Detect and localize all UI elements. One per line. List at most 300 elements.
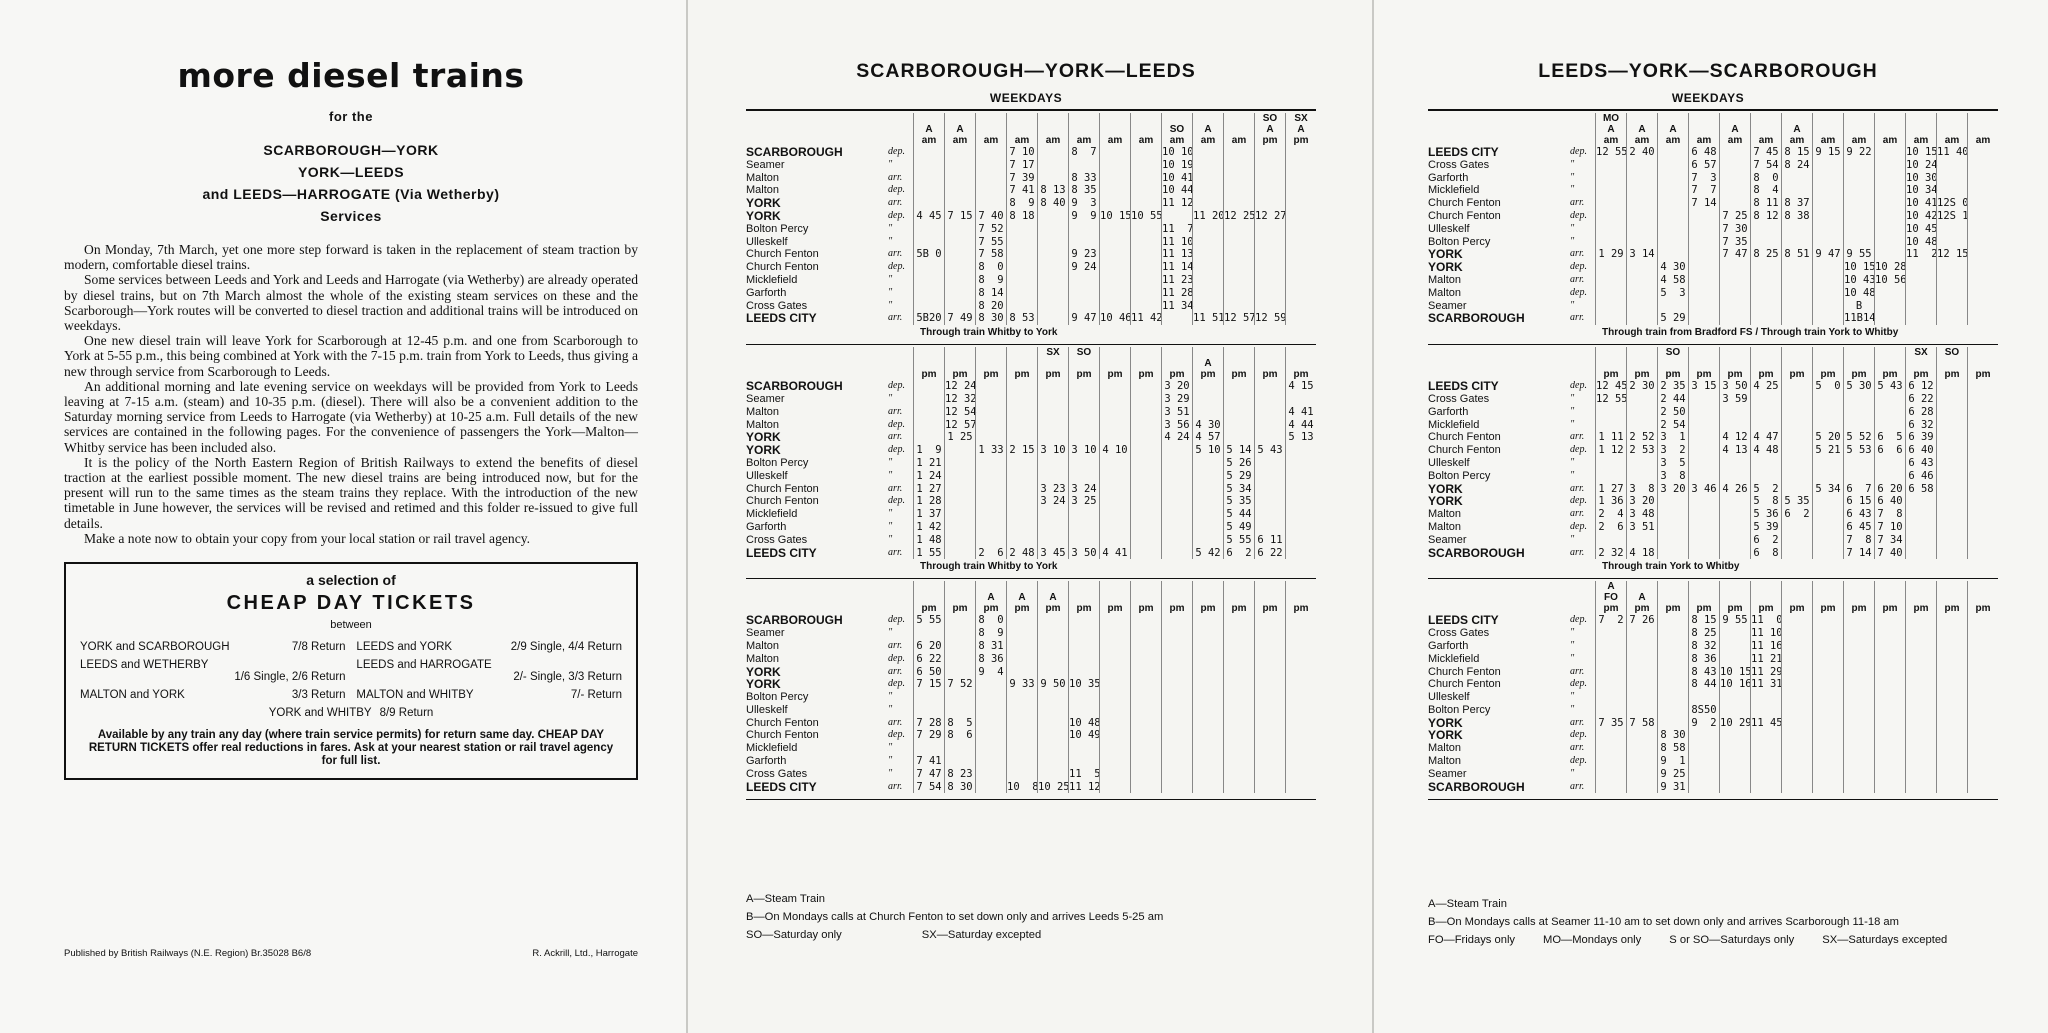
table-row [1428,159,1998,172]
station-name: Malton [746,184,780,197]
time-cell [1936,261,1967,274]
time-cells [1595,640,1998,653]
time-cell: 2 32 [1595,547,1626,560]
time-cell [1037,274,1068,287]
table-row [1428,287,1998,300]
header-cells [913,113,1316,146]
header-code [1224,347,1254,358]
time-cell [1750,393,1781,406]
time-cell [1626,172,1657,185]
header-code [1627,581,1657,592]
header-code: SX [1294,113,1308,124]
time-cells [913,755,1316,768]
arr-dep: dep. [1570,520,1587,532]
header-code: A [1204,358,1212,370]
time-cell [1223,614,1254,627]
header-code [1968,124,1998,135]
time-cell [1657,197,1688,210]
time-cell [1812,300,1843,313]
time-cell: 6 40 [1905,444,1936,457]
time-cell [913,236,944,249]
station-name: Cross Gates [1428,627,1490,640]
time-cell [1254,457,1285,470]
header-code [1968,358,1998,369]
table-row [1428,614,1998,627]
note-pair [1428,931,1947,949]
station-name: Bolton Percy [1428,469,1491,482]
time-cell [1905,614,1936,627]
time-cell [1688,236,1719,249]
header-code [1627,113,1657,124]
service-line-3: and LEEDS—HARROGATE (Via Wetherby) [202,186,500,202]
time-cell: 6 58 [1905,483,1936,496]
time-cell [944,547,975,560]
time-cell: 12 24 [945,380,977,393]
header-code: am [983,135,999,146]
time-cell: 2 30 [1626,380,1657,393]
header-code [1224,581,1254,592]
time-cell: 4 25 [1750,380,1781,393]
time-cell [1130,197,1161,210]
station-name: Church Fenton [1428,678,1501,691]
time-cell [1006,274,1037,287]
time-cell: 5 2 [1750,483,1781,496]
time-cell: 1 27 [1595,483,1626,496]
time-cell [1099,768,1130,781]
time-cell [1967,678,1998,691]
fare-route: LEEDS and WETHERBY [80,659,209,672]
header-code [1968,581,1998,592]
time-cell [1967,300,1998,313]
time-cell [1905,274,1936,287]
time-cell: 10 25 [1038,780,1070,793]
time-cell [1068,274,1099,287]
time-cell [1099,146,1130,159]
time-cell [1626,704,1657,717]
time-cell [1130,640,1161,653]
time-cell [1254,614,1285,627]
time-cell [1657,236,1688,249]
time-cell: 2 44 [1657,393,1688,406]
time-cell [1192,248,1223,261]
time-cell [944,444,975,457]
time-cell [1967,717,1998,730]
time-cell [1192,691,1223,704]
time-cell [1192,534,1223,547]
time-cell [1192,261,1223,274]
header-code [945,592,975,603]
fare-price: 8/9 Return [379,707,434,720]
time-cells [913,781,1316,794]
time-cell [913,419,944,432]
time-cell [1192,146,1223,159]
time-cell: 11 10 [1751,627,1783,640]
time-cell [1595,678,1626,691]
header-code: pm [1634,603,1650,615]
station-name: Cross Gates [1428,392,1490,405]
time-cell [1161,508,1192,521]
time-cell [1099,406,1130,419]
time-cell: 10 28 [1875,261,1907,274]
time-cell [1223,781,1254,794]
time-cell [1657,666,1688,679]
table-row [1428,640,1998,653]
time-cell [944,640,975,653]
time-cells [1595,146,1998,159]
column-header [1006,347,1037,380]
column-header [1781,347,1812,380]
fare-row [80,641,622,653]
time-cell [1006,236,1037,249]
time-cell: 2 48 [1006,547,1037,560]
time-cell [1967,508,1998,521]
time-cell [1192,184,1223,197]
note-so: SO—Saturday only [746,929,842,941]
time-cell [975,755,1006,768]
time-cell [1657,300,1688,313]
time-cell [1130,470,1161,483]
time-cell: 3 45 [1037,547,1068,560]
header-code [1658,581,1688,592]
time-cell [1099,781,1130,794]
time-cell: 11 2 [1906,248,1938,261]
time-cell: 7 25 [1719,210,1750,223]
arr-dep: " [888,742,893,754]
time-cell: 7 29 [913,729,944,742]
time-cells [1595,380,1998,393]
station-name: LEEDS CITY [1428,146,1499,159]
time-cell: 12S 1 [1937,209,1969,222]
station-name: Garforth [746,286,787,299]
time-cell [1657,704,1688,717]
time-cell [1254,691,1285,704]
time-cell [975,678,1006,691]
time-cell [975,457,1006,470]
time-cell [1967,287,1998,300]
time-cell: 11 21 [1751,652,1783,665]
column-header [1688,581,1719,614]
table-row [746,197,1316,210]
header-code: pm [1913,603,1929,615]
column-header [1254,581,1285,614]
table-row [1428,146,1998,159]
station-name: Church Fenton [746,261,819,274]
header-code [1844,358,1874,369]
time-cell: 5 35 [1223,495,1254,508]
header-code [1689,347,1719,358]
time-cell [1285,312,1316,325]
time-cell [1068,742,1099,755]
time-cell [1657,248,1688,261]
time-cell: 9 3 [1068,197,1099,210]
header-code [1100,581,1130,592]
header-code: pm [1789,369,1805,381]
header-code [1162,592,1192,603]
time-cell [913,300,944,313]
time-cell [1130,236,1161,249]
time-cell: 7 41 [913,755,944,768]
header-code: A [987,592,995,604]
arr-dep: " [888,691,893,703]
station-name: YORK [746,209,781,223]
time-cell [1285,274,1316,287]
time-cell: 8 9 [975,274,1006,287]
header-code: pm [1231,603,1247,615]
column-header [1657,581,1688,614]
time-cell [1812,223,1843,236]
time-cell: 5 3 [1657,287,1688,300]
header-code [914,592,944,603]
time-cell [1781,483,1812,496]
table-row [746,755,1316,768]
time-cell [1719,640,1750,653]
arr-dep: " [1570,767,1575,779]
station-name: YORK [746,197,781,210]
header-code: pm [1076,603,1092,615]
header-code: pm [952,603,968,615]
time-cell [1812,419,1843,432]
time-cell: 5 29 [1223,470,1254,483]
time-cell [1781,614,1812,627]
time-cell [1967,729,1998,742]
header-code: am [1789,135,1805,146]
header-code [1224,592,1254,603]
header-code: pm [1727,369,1743,381]
time-cell [1657,159,1688,172]
time-cell: 8 51 [1781,248,1812,261]
time-cell [1843,742,1874,755]
time-cell [1130,300,1161,313]
time-cell [1254,159,1285,172]
time-cell [1657,640,1688,653]
header-spacer [1570,347,1595,380]
time-cell [1781,640,1812,653]
time-cell [1936,729,1967,742]
time-cell [1037,717,1068,730]
time-cell [1037,146,1068,159]
column-header-row [1428,581,1998,614]
time-cell [1006,470,1037,483]
time-cell [1068,627,1099,640]
time-cell: 6 46 [1905,470,1936,483]
time-cell: 8 18 [1006,210,1037,223]
header-code: SX [1914,347,1928,359]
time-cells [913,197,1316,210]
fare-route: LEEDS and YORK [356,641,453,654]
header-code: MO [1602,113,1620,124]
time-cells [1595,717,1998,730]
column-header [1037,113,1068,146]
time-cell [1037,210,1068,223]
time-cell [1874,210,1905,223]
time-cells [1595,614,1998,627]
header-code: pm [1045,603,1061,615]
header-code: pm [1851,369,1867,381]
header-code [1069,592,1099,603]
time-cell [1595,223,1626,236]
time-cell [1099,717,1130,730]
column-header [1936,113,1967,146]
table-row [746,729,1316,742]
time-cell [1936,444,1967,457]
header-code: am [1913,135,1929,146]
time-cells [913,666,1316,679]
arr-dep: dep. [1570,678,1587,690]
time-cell: 9 47 [1812,248,1843,261]
time-cell: 6 39 [1905,431,1936,444]
time-cell [1719,653,1750,666]
time-cell [1192,483,1223,496]
table-row [1428,197,1998,210]
time-cell [1936,704,1967,717]
time-cell [1099,742,1130,755]
table-row [746,717,1316,730]
time-cell: 7 54 [1750,159,1781,172]
column-header [1006,581,1037,614]
time-cell [1936,742,1967,755]
column-header [1161,347,1192,380]
time-cell [1812,406,1843,419]
time-cell [1750,457,1781,470]
header-code [1162,347,1192,358]
time-cell [1192,300,1223,313]
time-cell [1285,521,1316,534]
time-cell [1781,768,1812,781]
time-cell [1843,691,1874,704]
time-cell [1874,236,1905,249]
time-cell [1657,184,1688,197]
header-code: am [1851,135,1867,146]
time-cells [1595,274,1998,287]
column-header [913,113,944,146]
table-row [746,223,1316,236]
time-cell [1626,781,1657,794]
time-cell [1812,261,1843,274]
time-cell: 9 55 [1843,248,1874,261]
time-cell: 7 26 [1626,614,1657,627]
header-code [1286,347,1316,358]
time-cell [1719,172,1750,185]
time-cell [1130,146,1161,159]
time-cell [1967,755,1998,768]
time-cell [1192,521,1223,534]
time-cell [1223,236,1254,249]
time-cell [1719,495,1750,508]
header-code: pm [1820,369,1836,381]
note-fo: FO—Fridays only [1428,934,1516,946]
header-code [1968,592,1998,603]
time-cell [1936,184,1967,197]
time-cell: 8 30 [1657,729,1688,742]
station-name: Bolton Percy [746,456,809,469]
time-cell [1843,729,1874,742]
time-cell [1192,742,1223,755]
arr-dep: " [1570,627,1575,639]
time-cells [913,223,1316,236]
time-cell [1192,274,1223,287]
time-cell: 4 10 [1099,444,1130,457]
time-cell [1254,742,1285,755]
header-spacer [746,113,888,146]
time-cell [1936,300,1967,313]
time-cell [1936,406,1967,419]
time-cells [913,312,1316,325]
time-cell [1626,406,1657,419]
header-code: A [1607,581,1615,593]
time-cell [1068,236,1099,249]
time-cell [1595,210,1626,223]
header-code: pm [983,603,999,615]
time-cell [1006,248,1037,261]
time-cell [1254,704,1285,717]
time-cell: 5 0 [1812,380,1843,393]
header-code [976,124,1006,135]
time-cells [913,380,1316,393]
cheap-heading: CHEAP DAY TICKETS [226,592,476,615]
table-row [746,781,1316,794]
header-cells [1595,113,1998,146]
table-row [1428,470,1998,483]
time-cell [1192,755,1223,768]
arr-dep: " [1570,222,1575,234]
time-cell [1130,508,1161,521]
time-cell [1130,534,1161,547]
column-header [1192,113,1223,146]
time-cell: 4 24 [1161,431,1192,444]
header-code: pm [1634,369,1650,381]
header-code [1689,124,1719,135]
time-cell [1192,236,1223,249]
arr-dep: dep. [888,261,905,273]
time-cell [1595,159,1626,172]
time-cell [1626,755,1657,768]
header-spacer [746,581,888,614]
time-cell [1843,768,1874,781]
header-code [1906,581,1936,592]
arr-dep: " [1570,418,1575,430]
time-cell [1192,495,1223,508]
time-cells [1595,172,1998,185]
time-cell [1874,248,1905,261]
time-cell: 10 35 [1069,678,1101,691]
time-cell [1719,419,1750,432]
time-cell [1595,640,1626,653]
header-code: am [1200,135,1216,146]
header-code: pm [1262,603,1278,615]
time-cell [1161,742,1192,755]
time-cell [1812,717,1843,730]
time-cell [1967,483,1998,496]
header-code [1038,358,1068,369]
time-cell [1099,287,1130,300]
time-cell [1161,653,1192,666]
column-header [1006,113,1037,146]
time-cell: 3 23 [1037,483,1068,496]
time-cell [1781,419,1812,432]
table-row [746,508,1316,521]
time-cell: 12S 0 [1937,197,1969,210]
fare-route: LEEDS and HARROGATE [356,659,492,672]
timetable-grid [1428,109,1998,800]
header-code [1069,358,1099,369]
time-cell [1099,627,1130,640]
time-cell [975,508,1006,521]
column-header [944,113,975,146]
column-header [1781,113,1812,146]
time-cell: 8 0 [1750,172,1781,185]
time-cell [1719,691,1750,704]
time-cell: 10 42 [1906,209,1938,222]
